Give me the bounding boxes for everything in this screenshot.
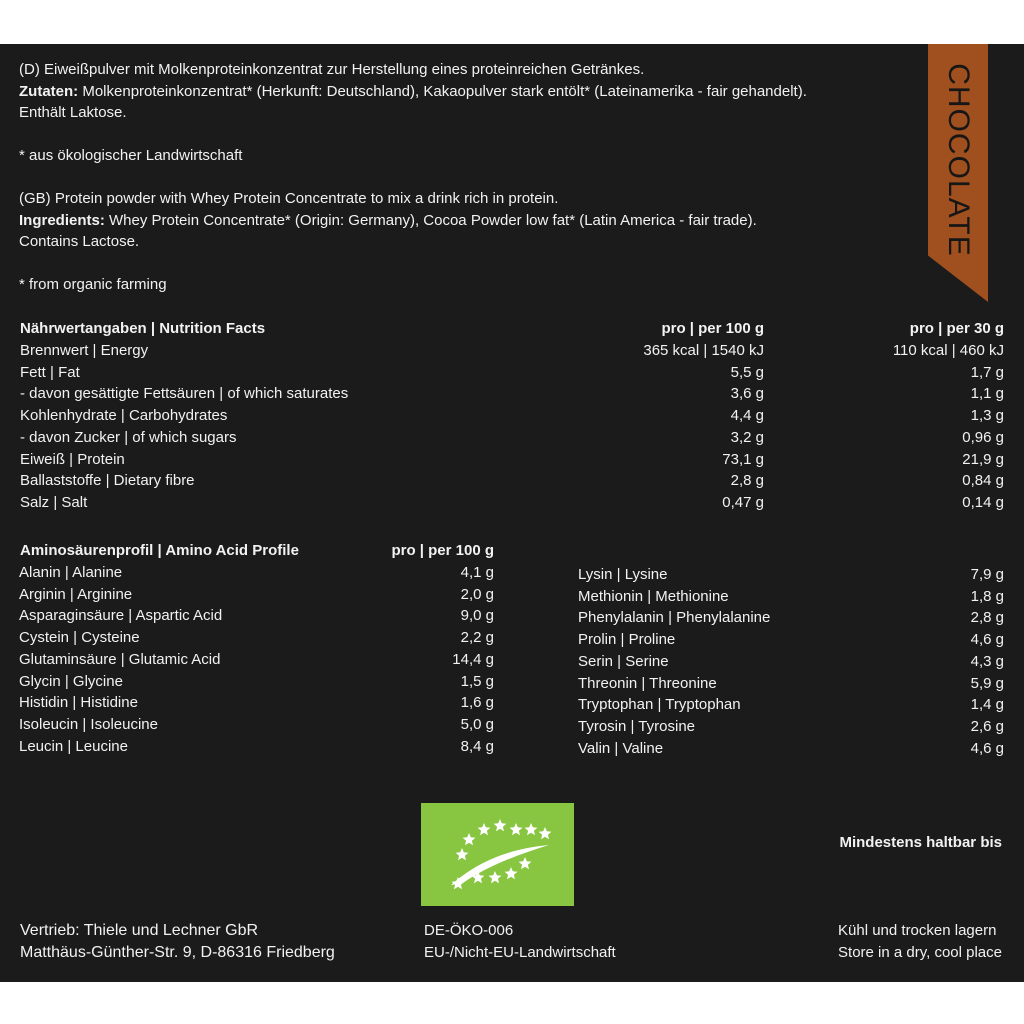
ingredients-label: Ingredients: [19, 211, 105, 229]
nutrition-row [0, 362, 1024, 384]
distributor-address: Matthäus-Günther-Str. 9, D-86316 Friedberg [20, 944, 335, 961]
amino-acid-name: Glutaminsäure | Glutamic Acid [19, 650, 221, 668]
nutrient-value-30g: 0,84 g [962, 472, 1004, 490]
intro-de-lactose: Enthält Laktose. [19, 104, 127, 121]
nutrient-value-30g: 0,96 g [962, 428, 1004, 446]
amino-acid-value: 5,9 g [970, 674, 1004, 692]
distributor-block [20, 920, 335, 964]
intro-de-ingredients [19, 81, 807, 103]
nutrient-value-100g: 3,6 g [730, 385, 764, 403]
distributor-name: Vertrieb: Thiele und Lechner GbR [20, 922, 259, 939]
storage-de: Kühl und trocken lagern [838, 922, 997, 939]
amino-acid-value: 1,8 g [970, 587, 1004, 605]
zutaten-label: Zutaten: [19, 82, 79, 100]
nutrient-value-100g: 2,8 g [730, 472, 764, 490]
storage-en: Store in a dry, cool place [838, 944, 1002, 961]
nutrient-value-100g: 0,47 g [722, 493, 764, 511]
agriculture-origin: EU-/Nicht-EU-Landwirtschaft [424, 944, 616, 961]
amino-acid-name: Alanin | Alanine [19, 564, 123, 581]
amino-row [0, 629, 1024, 651]
intro-de-line: (D) Eiweißpulver mit Molkenproteinkonzentrat zur Herstellung eines proteinreichen Getränkes. [19, 61, 645, 78]
nutrient-value-30g: 1,7 g [970, 363, 1004, 381]
amino-row [0, 716, 1024, 738]
amino-acid-name: Glycin | Glycine [19, 672, 123, 690]
zutaten-text: Molkenproteinkonzentrat* (Herkunft: Deutschland), Kakaopulver stark entölt* (Lateinamerika - fair gehandelt). [78, 82, 807, 100]
amino-acid-name: Threonin | Threonine [578, 674, 717, 692]
nutrient-value-30g: 1,1 g [970, 385, 1004, 403]
nutrition-title: Nährwertangaben | Nutrition Facts [20, 320, 266, 337]
amino-acid-name: Valin | Valine [578, 739, 664, 757]
amino-acid-name: Serin | Serine [578, 652, 669, 670]
amino-row [0, 673, 1024, 695]
amino-acid-value: 1,4 g [970, 696, 1004, 714]
amino-row [0, 586, 1024, 608]
amino-acid-name: Prolin | Proline [578, 631, 676, 649]
nutrient-name: Kohlenhydrate | Carbohydrates [20, 407, 228, 425]
amino-row [0, 564, 1024, 586]
nutrition-row [0, 470, 1024, 492]
nutrient-value-100g: 73,1 g [722, 450, 764, 468]
nutrition-header [0, 318, 1024, 340]
intro-de [19, 59, 807, 296]
amino-acid-value: 4,6 g [970, 631, 1004, 649]
nutrient-name: Fett | Fat [20, 363, 80, 381]
amino-acid-value: 4,6 g [970, 739, 1004, 757]
amino-title: Aminosäurenprofil | Amino Acid Profile [20, 542, 299, 559]
amino-acid-name: Asparaginsäure | Aspartic Acid [19, 607, 223, 625]
amino-row [0, 738, 1024, 760]
control-block [424, 920, 616, 964]
nutrient-name: Brennwert | Energy [20, 342, 149, 359]
nutrient-name: - davon gesättigte Fettsäuren | of which saturates [20, 385, 349, 403]
amino-header [0, 540, 1024, 562]
ingredients-text: Whey Protein Concentrate* (Origin: Germany), Cocoa Powder low fat* (Latin America - fair trade). [104, 211, 757, 229]
nutrient-value-30g: 110 kcal | 460 kJ [892, 342, 1004, 359]
nutrition-row [0, 405, 1024, 427]
amino-acid-name: Phenylalanin | Phenylalanine [578, 609, 771, 627]
amino-acid-value: 4,1 g [460, 564, 494, 581]
amino-acid-value: 7,9 g [970, 566, 1004, 583]
nutrient-value-30g: 1,3 g [970, 407, 1004, 425]
intro-gb-ingredients [19, 210, 807, 232]
nutrient-value-30g: 21,9 g [962, 450, 1004, 468]
nutrition-col-30g: pro | per 30 g [909, 320, 1004, 337]
amino-acid-name: Histidin | Histidine [19, 694, 138, 712]
amino-acid-name: Lysin | Lysine [578, 566, 668, 583]
nutrition-row [0, 340, 1024, 362]
nutrient-value-100g: 4,4 g [730, 407, 764, 425]
amino-acid-value: 8,4 g [460, 737, 494, 755]
nutrient-value-30g: 0,14 g [962, 493, 1004, 511]
amino-row [0, 651, 1024, 673]
eu-organic-leaf-icon [421, 803, 574, 906]
amino-acid-name: Methionin | Methionine [578, 587, 729, 605]
amino-acid-value: 2,8 g [970, 609, 1004, 627]
nutrition-col-100g: pro | per 100 g [661, 320, 764, 337]
nutrient-value-100g: 3,2 g [730, 428, 764, 446]
amino-acid-name: Arginin | Arginine [19, 585, 133, 603]
amino-acid-value: 1,6 g [460, 694, 494, 712]
nutrient-value-100g: 5,5 g [730, 363, 764, 381]
nutrient-name: - davon Zucker | of which sugars [20, 428, 237, 446]
nutrition-row [0, 449, 1024, 471]
intro-gb-line: (GB) Protein powder with Whey Protein Concentrate to mix a drink rich in protein. [19, 190, 559, 207]
nutrient-value-100g: 365 kcal | 1540 kJ [643, 342, 764, 359]
amino-acid-name: Tyrosin | Tyrosine [578, 717, 695, 735]
nutrition-row [0, 383, 1024, 405]
amino-row [0, 694, 1024, 716]
amino-row [0, 607, 1024, 629]
amino-acid-name: Leucin | Leucine [19, 737, 128, 755]
amino-col-100g: pro | per 100 g [391, 542, 494, 559]
amino-acid-value: 9,0 g [460, 607, 494, 625]
amino-acid-value: 4,3 g [970, 652, 1004, 670]
amino-acid-name: Isoleucin | Isoleucine [19, 715, 158, 733]
amino-acid-value: 2,2 g [460, 629, 494, 647]
nutrient-name: Salz | Salt [20, 493, 88, 511]
amino-acid-value: 2,6 g [970, 717, 1004, 735]
intro-gb-lactose: Contains Lactose. [19, 233, 140, 250]
nutrition-row [0, 427, 1024, 449]
nutrient-name: Eiweiß | Protein [20, 450, 125, 468]
amino-acid-value: 1,5 g [460, 672, 494, 690]
amino-acid-name: Cystein | Cysteine [19, 629, 140, 647]
amino-acid-value: 14,4 g [452, 650, 494, 668]
nutrient-name: Ballaststoffe | Dietary fibre [20, 472, 195, 490]
storage-block [838, 920, 1002, 964]
flavor-label: CHOCOLATE [942, 63, 975, 257]
control-code: DE-ÖKO-006 [424, 922, 514, 939]
intro-de-organic: * aus ökologischer Landwirtschaft [19, 147, 243, 164]
intro-gb-organic: * from organic farming [19, 276, 167, 293]
amino-acid-value: 2,0 g [460, 585, 494, 603]
amino-acid-value: 5,0 g [460, 715, 494, 733]
nutrition-row [0, 492, 1024, 514]
amino-acid-name: Tryptophan | Tryptophan [578, 696, 741, 714]
best-before-label: Mindestens haltbar bis [839, 834, 1002, 851]
eu-organic-logo [421, 803, 574, 906]
